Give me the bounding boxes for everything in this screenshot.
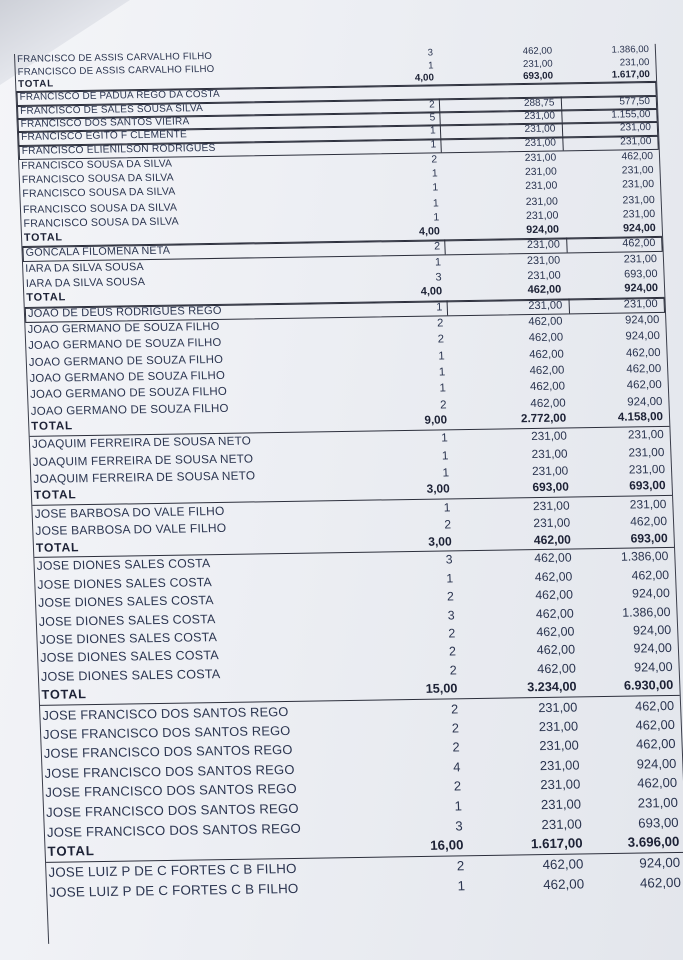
cell-name: JOSE FRANCISCO DOS SANTOS REGO	[42, 703, 289, 723]
cell-name: JOSE FRANCISCO DOS SANTOS REGO	[46, 820, 302, 840]
cell-total-value: 462,00	[626, 379, 663, 393]
cell-name: FRANCISCO DE SALES SOUSA SILVA	[19, 102, 204, 117]
cell-total-value: 462,00	[621, 151, 654, 163]
cell-total-value: 231,00	[622, 208, 656, 221]
cell-unit-value: 231,00	[539, 756, 580, 773]
cell-total-value: 231,00	[637, 794, 679, 811]
cell-name: FRANCISCO ELIENILSON RODRIGUES	[21, 143, 216, 158]
cell-quantity: 1	[372, 300, 448, 317]
cell-quantity: 3	[427, 47, 434, 59]
cell-unit-value: 231,00	[522, 58, 553, 70]
cell-total-value: 924,00	[622, 221, 656, 235]
cell-quantity: 3	[435, 271, 442, 284]
cell-unit-value: 231,00	[447, 298, 569, 316]
cell-total-value: 231,00	[622, 193, 655, 207]
cell-total-value: 924,00	[632, 622, 672, 638]
cell-unit-value: 231,00	[530, 429, 568, 444]
cell-unit-value: 2.772,00	[520, 411, 567, 426]
cell-name: TOTAL	[33, 487, 77, 503]
cell-quantity: 2	[431, 154, 438, 166]
cell-total-value: 693,00	[629, 478, 666, 493]
cell-quantity: 2	[453, 778, 462, 794]
cell-name: FRANCISCO DE PADUA REGO DA COSTA	[19, 89, 221, 104]
cell-unit-value: 462,00	[542, 876, 585, 892]
cell-name: JOSE DIONES SALES COSTA	[39, 648, 220, 666]
cell-name: FRANCISCO DE ASSIS CARVALHO FILHO	[17, 63, 215, 78]
cell-name: JOSE FRANCISCO DOS SANTOS REGO	[45, 800, 299, 820]
cell-quantity: 4	[452, 758, 461, 774]
cell-total-value: 231,00	[623, 297, 658, 311]
cell-unit-value: 462,00	[530, 397, 566, 410]
cell-name: FRANCISCO DOS SANTOS VIEIRA	[20, 116, 190, 130]
cell-quantity: 1	[432, 182, 439, 194]
cell-name: TOTAL	[31, 419, 74, 434]
cell-unit-value: 231,00	[525, 180, 558, 193]
cell-total-value: 462,00	[634, 697, 675, 714]
cell-total-value: 693,00	[630, 530, 668, 546]
cell-unit-value: 693,00	[532, 479, 570, 495]
cell-total-value: 462,00	[635, 716, 676, 733]
cell-unit-value: 231,00	[539, 737, 580, 754]
cell-total-value: 231,00	[619, 136, 652, 148]
cell-quantity: 2	[456, 857, 465, 874]
cell-total-value: 231,00	[628, 446, 665, 460]
cell-quantity: 3	[455, 817, 463, 833]
cell-name: FRANCISCO EGITO F CLEMENTE	[21, 129, 188, 144]
cell-quantity: 1	[439, 382, 447, 395]
cell-unit-value: 231,00	[525, 209, 559, 223]
cell-total-value: 462,00	[639, 874, 682, 891]
cell-quantity: 2	[448, 644, 457, 659]
cell-total-value: 924,00	[636, 755, 677, 772]
cell-quantity: 1	[457, 878, 466, 894]
cell-unit-value: 231,00	[445, 237, 567, 254]
cell-unit-value: 462,00	[535, 587, 574, 603]
cell-unit-value: 231,00	[527, 269, 561, 282]
cell-total-value: 924,00	[639, 854, 681, 871]
cell-name: JOAO GERMANO DE SOUZA FILHO	[30, 402, 229, 418]
cell-name: TOTAL	[17, 78, 55, 91]
cell-quantity: 2	[437, 333, 445, 346]
cell-unit-value: 231,00	[538, 718, 579, 735]
cell-total-value: 693,00	[637, 814, 679, 831]
cell-total-value: 231,00	[623, 252, 658, 266]
cell-quantity: 1	[441, 449, 449, 463]
cell-total-value: 462,00	[622, 236, 656, 250]
cell-unit-value: 231,00	[441, 137, 563, 153]
cell-total-value: 462,00	[625, 347, 661, 360]
cell-quantity: 1	[432, 197, 439, 210]
cell-unit-value: 231,00	[440, 123, 562, 139]
cell-quantity: 1	[365, 125, 441, 140]
cell-quantity: 1	[438, 366, 446, 379]
cell-quantity: 2	[450, 701, 459, 717]
cell-name: FRANCISCO SOUSA DA SILVA	[21, 158, 173, 172]
cell-name: JOSE BARBOSA DO VALE FILHO	[35, 520, 227, 538]
cell-total-value: 231,00	[627, 428, 664, 442]
cell-name: JOSE FRANCISCO DOS SANTOS REGO	[44, 761, 295, 781]
cell-total-value: 1.386,00	[620, 549, 669, 565]
cell-name: JOAO GERMANO DE SOUZA FILHO	[29, 370, 226, 386]
cell-name: JOSE BARBOSA DO VALE FILHO	[34, 503, 225, 521]
cell-quantity: 4,00	[418, 225, 441, 238]
cell-name: JOSE LUIZ P DE C FORTES C B FILHO	[48, 860, 297, 880]
cell-name: JOSE DIONES SALES COSTA	[37, 575, 213, 593]
cell-unit-value: 462,00	[527, 283, 562, 297]
cell-unit-value: 462,00	[535, 606, 574, 621]
cell-name: JOAO DE DEUS RODRIGUES REGO	[27, 304, 222, 320]
cell-unit-value: 462,00	[533, 532, 572, 547]
cell-unit-value: 462,00	[529, 348, 565, 362]
cell-total-value: 231,00	[619, 56, 650, 69]
cell-name: TOTAL	[35, 539, 80, 555]
cell-unit-value: 231,00	[531, 447, 568, 462]
cell-quantity: 1	[438, 350, 445, 363]
cell-quantity: 9,00	[424, 413, 448, 428]
cell-quantity: 1	[454, 798, 463, 814]
cell-total-value: 1.617,00	[611, 69, 651, 82]
cell-unit-value: 462,00	[534, 569, 573, 585]
cell-name: GONCALA FILOMENA NETA	[25, 244, 171, 259]
cell-name: IARA DA SILVA SOUSA	[25, 260, 145, 275]
cell-unit-value: 231,00	[532, 498, 570, 513]
cell-quantity: 2	[439, 399, 447, 412]
cell-total-value: 577,50	[619, 95, 651, 108]
cell-quantity: 2	[448, 626, 456, 641]
cell-quantity: 1	[434, 256, 442, 269]
cell-total-value: 462,00	[636, 774, 678, 791]
cell-quantity: 1	[446, 571, 454, 586]
cell-name: TOTAL	[41, 687, 87, 702]
cell-quantity: 3	[447, 607, 455, 623]
cell-name: JOAQUIM FERREIRA DE SOUSA NETO	[32, 452, 254, 469]
cell-name: TOTAL	[47, 842, 95, 859]
cell-name: JOAO GERMANO DE SOUZA FILHO	[28, 353, 224, 370]
cell-unit-value: 462,00	[536, 642, 576, 658]
payment-table	[14, 44, 683, 944]
cell-quantity: 4,00	[420, 285, 443, 298]
cell-unit-value: 231,00	[540, 776, 581, 793]
cell-name: JOSE FRANCISCO DOS SANTOS REGO	[45, 780, 298, 800]
cell-quantity: 2	[452, 739, 460, 755]
cell-total-value: 231,00	[621, 165, 654, 177]
cell-total-value: 462,00	[631, 568, 670, 583]
cell-total-value: 924,00	[631, 586, 671, 601]
cell-total-value: 462,00	[629, 513, 668, 529]
cell-quantity: 2	[446, 589, 455, 604]
cell-unit-value: 231,00	[524, 166, 557, 179]
cell-total-value: 924,00	[624, 314, 660, 327]
cell-name: JOAQUIM FERREIRA DE SOUSA NETO	[33, 468, 256, 486]
cell-total-value: 924,00	[633, 660, 673, 675]
cell-name: JOSE DIONES SALES COSTA	[39, 630, 218, 647]
cell-total-value: 231,00	[629, 496, 667, 512]
cell-name: FRANCISCO SOUSA DA SILVA	[22, 186, 176, 201]
cell-quantity: 3,00	[427, 533, 453, 549]
cell-total-value: 1.155,00	[611, 108, 651, 121]
cell-unit-value: 231,00	[541, 815, 583, 832]
cell-unit-value: 231,00	[525, 195, 559, 208]
cell-name: IARA DA SILVA SOUSA	[25, 275, 146, 290]
cell-unit-value: 462,00	[528, 331, 564, 345]
cell-unit-value: 3.234,00	[526, 679, 577, 695]
cell-unit-value: 231,00	[533, 515, 571, 531]
cell-quantity: 1	[443, 499, 451, 514]
cell-unit-value: 231,00	[537, 699, 578, 715]
cell-unit-value: 462,00	[542, 856, 584, 872]
cell-total-value: 462,00	[635, 736, 676, 752]
cell-quantity: 3	[445, 552, 453, 567]
cell-name: JOSE FRANCISCO DOS SANTOS REGO	[42, 722, 291, 742]
cell-quantity: 3,00	[426, 481, 450, 496]
cell-name: FRANCISCO SOUSA DA SILVA	[23, 215, 180, 231]
cell-total-value: 924,00	[626, 395, 663, 409]
cell-name: JOSE LUIZ P DE C FORTES C B FILHO	[48, 880, 299, 900]
cell-unit-value: 462,00	[537, 661, 577, 677]
cell-total-value: 1.386,00	[621, 604, 671, 620]
cell-name: JOAQUIM FERREIRA DE SOUSA NETO	[31, 434, 252, 452]
cell-unit-value: 231,00	[524, 152, 557, 165]
cell-total-value: 693,00	[623, 267, 658, 281]
cell-unit-value: 462,00	[529, 364, 565, 378]
cell-name: FRANCISCO SOUSA DA SILVA	[21, 172, 175, 187]
cell-quantity: 16,00	[429, 836, 464, 853]
cell-name: JOAO GERMANO DE SOUZA FILHO	[27, 321, 220, 337]
cell-quantity: 4,00	[414, 72, 435, 85]
cell-total-value: 4.158,00	[617, 410, 664, 425]
cell-name: FRANCISCO SOUSA DA SILVA	[22, 201, 178, 216]
cell-unit-value: 924,00	[526, 223, 560, 236]
cell-name: JOAO GERMANO DE SOUZA FILHO	[27, 337, 222, 353]
cell-name: JOSE DIONES SALES COSTA	[37, 593, 214, 611]
cell-name: JOSE DIONES SALES COSTA	[40, 667, 221, 684]
cell-total-value: 3.696,00	[627, 833, 680, 850]
cell-total-value: 924,00	[633, 641, 673, 656]
cell-name: TOTAL	[26, 291, 67, 305]
cell-name: JOSE DIONES SALES COSTA	[36, 556, 211, 574]
cell-quantity: 1	[441, 431, 449, 445]
cell-quantity: 15,00	[425, 681, 458, 696]
cell-unit-value: 462,00	[536, 624, 575, 639]
cell-quantity: 1	[431, 168, 438, 180]
cell-quantity: 2	[444, 517, 452, 532]
cell-quantity: 1	[442, 465, 450, 480]
cell-unit-value: 462,00	[529, 380, 566, 394]
cell-total-value: 6.930,00	[623, 677, 674, 693]
cell-total-value: 231,00	[628, 462, 666, 477]
cell-quantity: 1	[433, 211, 440, 224]
cell-total-value: 231,00	[621, 179, 655, 191]
cell-unit-value: 462,00	[534, 550, 572, 566]
cell-unit-value: 231,00	[440, 109, 562, 124]
cell-quantity: 2	[451, 720, 460, 736]
cell-unit-value: 231,00	[540, 796, 582, 812]
cell-quantity: 2	[449, 663, 457, 678]
cell-total-value: 231,00	[619, 122, 652, 134]
cell-name: FRANCISCO DE ASSIS CARVALHO FILHO	[16, 50, 213, 65]
cell-quantity: 2	[436, 317, 444, 330]
cell-name: JOSE DIONES SALES COSTA	[38, 611, 216, 629]
cell-quantity: 1	[427, 59, 434, 72]
cell-name: JOAO GERMANO DE SOUZA FILHO	[29, 386, 228, 402]
cell-unit-value: 288,75	[439, 96, 561, 111]
cell-name: JOSE FRANCISCO DOS SANTOS REGO	[43, 742, 293, 762]
cell-unit-value: 462,00	[522, 45, 553, 58]
cell-total-value: 924,00	[624, 282, 659, 295]
cell-name: TOTAL	[23, 231, 63, 244]
cell-unit-value: 231,00	[526, 254, 561, 267]
cell-quantity: 1	[366, 139, 442, 154]
cell-unit-value: 693,00	[522, 70, 554, 83]
cell-quantity: 2	[370, 239, 446, 255]
cell-total-value: 1.386,00	[611, 44, 650, 56]
cell-unit-value: 462,00	[528, 315, 563, 329]
cell-unit-value: 1.617,00	[530, 834, 583, 851]
cell-quantity: 2	[364, 98, 440, 113]
cell-unit-value: 231,00	[531, 463, 569, 479]
cell-total-value: 462,00	[626, 363, 662, 376]
cell-total-value: 924,00	[625, 330, 661, 343]
cell-quantity: 5	[365, 111, 441, 126]
